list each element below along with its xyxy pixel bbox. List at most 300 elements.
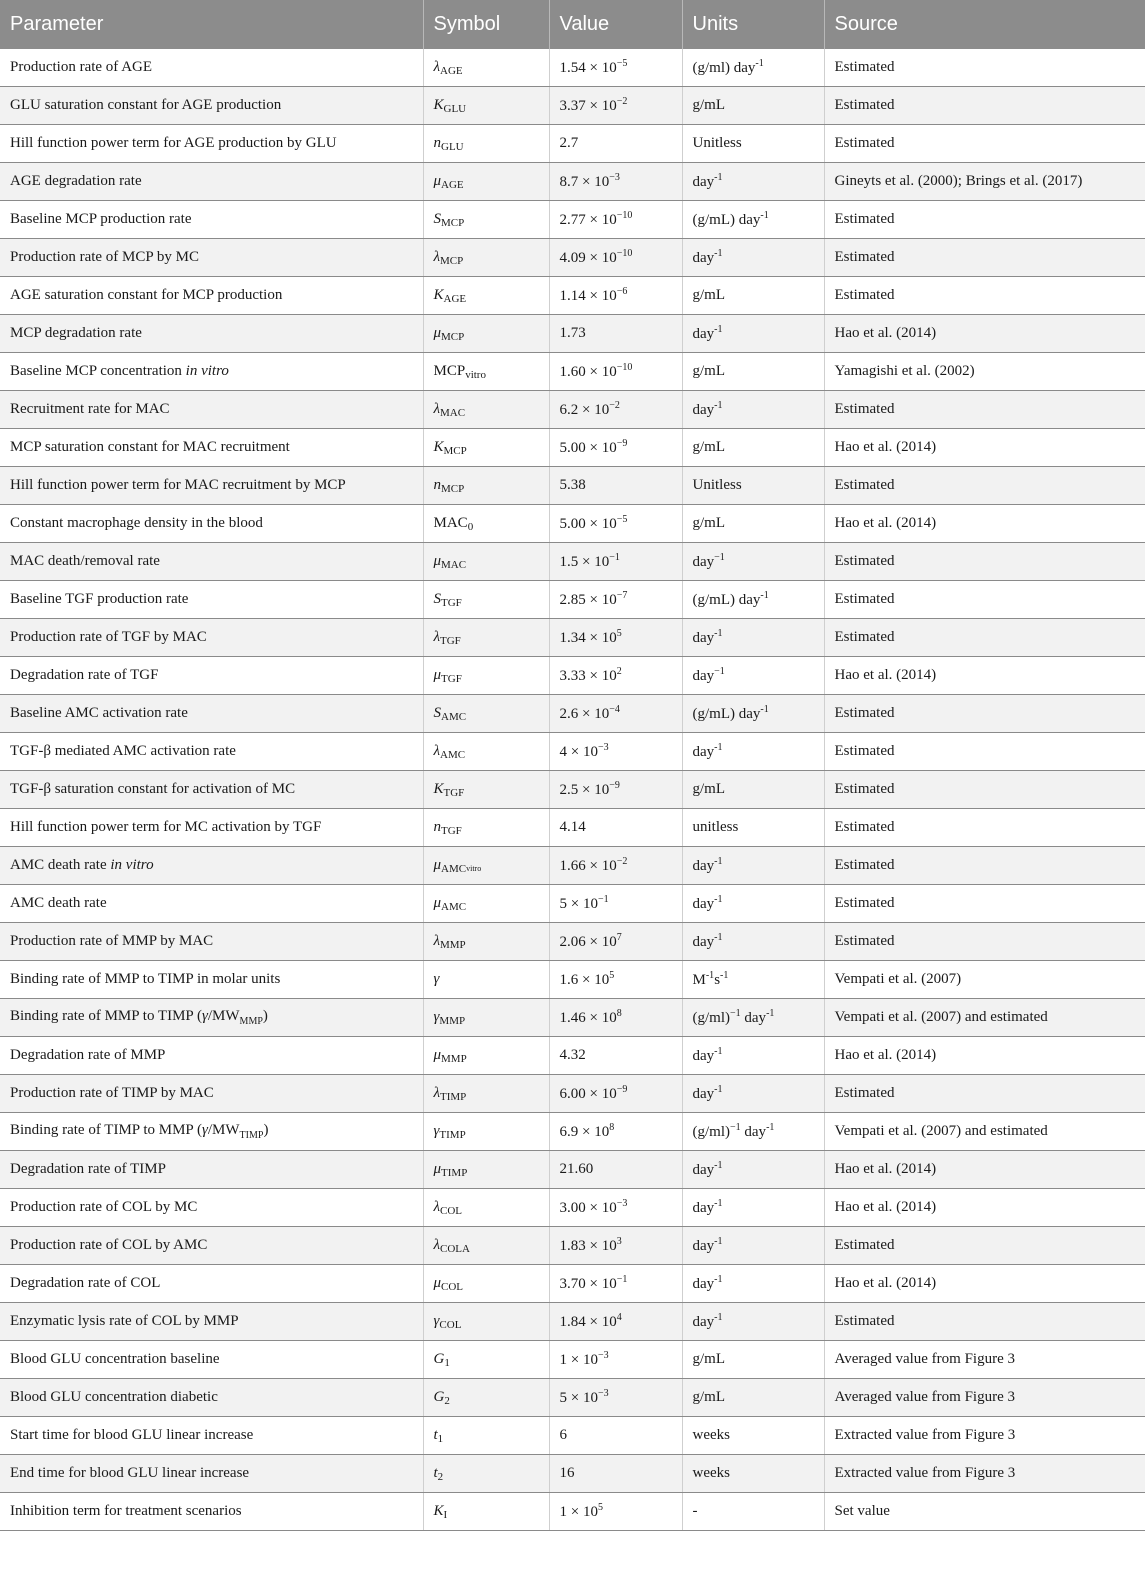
symbol-base: μ xyxy=(433,552,442,569)
cell-value xyxy=(549,505,682,543)
symbol-subscript: TIMP xyxy=(441,1166,468,1179)
cell-value xyxy=(549,391,682,429)
table-row xyxy=(0,1493,1145,1531)
cell-value xyxy=(549,771,682,809)
symbol-subscript: TGF xyxy=(440,634,461,647)
symbol xyxy=(434,249,464,265)
parameter-text: Blood GLU concentration baseline xyxy=(10,1351,220,1367)
cell-value xyxy=(549,961,682,999)
symbol-subscript: COL xyxy=(439,1318,462,1331)
table-row xyxy=(0,619,1145,657)
value-mantissa: 1.73 xyxy=(559,325,586,341)
cell-source: Estimated xyxy=(824,847,1145,885)
value-mantissa: 5 × 10 xyxy=(559,1390,598,1406)
header-units: Units xyxy=(682,0,824,49)
header-value: Value xyxy=(549,0,682,49)
cell-symbol xyxy=(423,1227,549,1265)
units-base: day xyxy=(692,1162,715,1178)
cell-units xyxy=(682,809,824,847)
units-exponent: −1 xyxy=(730,1008,741,1019)
symbol-base: γ xyxy=(433,1008,440,1025)
cell-symbol xyxy=(423,391,549,429)
parameter-end: ) xyxy=(263,1122,269,1138)
symbol-subscript: AGE xyxy=(443,292,467,305)
parameter-text: Enzymatic lysis rate of COL by MMP xyxy=(10,1313,239,1329)
table-row xyxy=(0,1189,1145,1227)
table-row xyxy=(0,1113,1145,1151)
symbol-subscript: AGE xyxy=(441,178,464,191)
value-exponent: −1 xyxy=(616,1274,628,1285)
units-base: day xyxy=(692,1314,715,1330)
parameter-symbol: γ xyxy=(201,1008,208,1024)
value-mantissa: 2.77 × 10 xyxy=(559,212,617,228)
cell-parameter xyxy=(0,1151,423,1189)
symbol xyxy=(434,629,461,645)
value-exponent: −9 xyxy=(609,780,620,791)
symbol xyxy=(434,1313,462,1329)
cell-parameter xyxy=(0,543,423,581)
cell-symbol xyxy=(423,277,549,315)
symbol-subscript: COL xyxy=(440,1204,462,1217)
cell-symbol xyxy=(423,581,549,619)
value-exponent: 7 xyxy=(616,932,622,943)
parameter-text: AGE saturation constant for MCP production xyxy=(10,287,283,303)
cell-units xyxy=(682,125,824,163)
units-exponent: -1 xyxy=(760,590,769,601)
symbol-subscript: MMP xyxy=(440,938,466,951)
cell-source: Hao et al. (2014) xyxy=(824,429,1145,467)
symbol-base: λ xyxy=(433,248,440,265)
units-exponent: −1 xyxy=(714,552,725,563)
table-row xyxy=(0,733,1145,771)
parameter-text: MAC death/removal rate xyxy=(10,553,160,569)
cell-source: Yamagishi et al. (2002) xyxy=(824,353,1145,391)
cell-symbol xyxy=(423,1379,549,1417)
cell-symbol xyxy=(423,467,549,505)
symbol xyxy=(434,1199,463,1215)
units-base: weeks xyxy=(692,1465,730,1481)
cell-units xyxy=(682,733,824,771)
table-row xyxy=(0,1151,1145,1189)
value-mantissa: 1.6 × 10 xyxy=(559,972,610,988)
value-mantissa: 1.84 × 10 xyxy=(559,1314,617,1330)
symbol xyxy=(434,781,465,797)
units-base: Unitless xyxy=(692,135,742,151)
cell-units xyxy=(682,1455,824,1493)
symbol xyxy=(434,1427,444,1443)
cell-units xyxy=(682,429,824,467)
value-mantissa: 1.66 × 10 xyxy=(559,858,617,874)
table-row xyxy=(0,961,1145,999)
symbol-base: K xyxy=(433,96,444,113)
symbol-subscript: MMP xyxy=(441,1052,467,1065)
symbol xyxy=(434,287,467,303)
symbol-base: S xyxy=(433,704,441,721)
cell-value xyxy=(549,163,682,201)
symbol xyxy=(434,553,467,569)
cell-source: Estimated xyxy=(824,543,1145,581)
symbol xyxy=(434,439,467,455)
value-exponent: −10 xyxy=(616,248,633,259)
symbol xyxy=(434,1389,450,1405)
cell-symbol xyxy=(423,49,549,87)
symbol xyxy=(434,667,462,683)
cell-parameter xyxy=(0,163,423,201)
value-mantissa: 1.34 × 10 xyxy=(559,630,617,646)
cell-value xyxy=(549,809,682,847)
symbol-subscript: COLA xyxy=(440,1242,470,1255)
cell-parameter xyxy=(0,1341,423,1379)
cell-parameter xyxy=(0,391,423,429)
parameter-text: Baseline MCP production rate xyxy=(10,211,192,227)
cell-symbol xyxy=(423,695,549,733)
cell-value xyxy=(549,315,682,353)
symbol-subscript: TIMP xyxy=(440,1090,467,1103)
cell-symbol xyxy=(423,1075,549,1113)
symbol-base: S xyxy=(433,210,441,227)
table-row xyxy=(0,1417,1145,1455)
cell-symbol xyxy=(423,1151,549,1189)
table-row xyxy=(0,353,1145,391)
units-exponent: -1 xyxy=(705,970,715,981)
symbol-subscript: AMC xyxy=(440,748,466,761)
symbol-subscript: I xyxy=(443,1508,448,1521)
symbol-base: μ xyxy=(433,1274,442,1291)
cell-parameter xyxy=(0,87,423,125)
units-second: day xyxy=(740,1124,767,1140)
cell-parameter xyxy=(0,581,423,619)
value-exponent: −3 xyxy=(609,172,620,183)
cell-symbol xyxy=(423,125,549,163)
cell-units xyxy=(682,163,824,201)
cell-value xyxy=(549,125,682,163)
symbol-base: n xyxy=(433,818,441,835)
cell-units xyxy=(682,1417,824,1455)
parameter-text: AGE degradation rate xyxy=(10,173,142,189)
cell-source: Hao et al. (2014) xyxy=(824,1037,1145,1075)
cell-symbol xyxy=(423,201,549,239)
units-base: g/mL xyxy=(692,1389,725,1405)
symbol-subscript: GLU xyxy=(443,102,467,115)
cell-value xyxy=(549,429,682,467)
parameter-sub: TIMP xyxy=(239,1130,264,1141)
units-exponent: -1 xyxy=(714,1046,723,1057)
table-row xyxy=(0,49,1145,87)
cell-source: Estimated xyxy=(824,239,1145,277)
cell-symbol xyxy=(423,353,549,391)
cell-units xyxy=(682,87,824,125)
parameter-text: Hill function power term for MC activation by TGF xyxy=(10,819,322,835)
symbol xyxy=(434,1237,470,1253)
value-mantissa: 5.38 xyxy=(559,477,586,493)
cell-units xyxy=(682,391,824,429)
value-exponent: −10 xyxy=(616,210,633,221)
table-row xyxy=(0,163,1145,201)
cell-source: Extracted value from Figure 3 xyxy=(824,1417,1145,1455)
value-exponent: −9 xyxy=(616,1084,628,1095)
cell-source: Hao et al. (2014) xyxy=(824,1265,1145,1303)
cell-source: Estimated xyxy=(824,619,1145,657)
cell-value xyxy=(549,1303,682,1341)
table-row xyxy=(0,467,1145,505)
cell-source: Averaged value from Figure 3 xyxy=(824,1341,1145,1379)
symbol-subscript: AMC xyxy=(441,862,467,875)
value-mantissa: 2.7 xyxy=(559,135,579,151)
cell-parameter xyxy=(0,1189,423,1227)
value-exponent: −4 xyxy=(609,704,620,715)
symbol xyxy=(434,895,467,911)
value-mantissa: 1.60 × 10 xyxy=(559,364,617,380)
cell-source: Hao et al. (2014) xyxy=(824,315,1145,353)
cell-source: Estimated xyxy=(824,125,1145,163)
parameter-text: Production rate of TIMP by MAC xyxy=(10,1085,214,1101)
symbol-subscript: MAC xyxy=(440,406,466,419)
parameter-text: TGF-β saturation constant for activation of MC xyxy=(10,781,296,797)
units-base: (g/ml) xyxy=(692,1010,730,1026)
parameter-text: MCP degradation rate xyxy=(10,325,142,341)
value-mantissa: 21.60 xyxy=(559,1161,594,1177)
value-mantissa: 1.54 × 10 xyxy=(559,60,617,76)
value-mantissa: 2.5 × 10 xyxy=(559,782,610,798)
units-base: (g/mL) day xyxy=(692,592,761,608)
symbol-base: λ xyxy=(433,742,440,759)
units-exponent: -1 xyxy=(714,1160,723,1171)
parameter-end: ) xyxy=(262,1008,268,1024)
table-row xyxy=(0,999,1145,1037)
symbol-base: μ xyxy=(433,894,442,911)
symbol-plain: MCP xyxy=(433,362,466,379)
cell-symbol xyxy=(423,809,549,847)
units-base: (g/mL) day xyxy=(692,706,761,722)
parameter-text: TGF-β mediated AMC activation rate xyxy=(10,743,236,759)
cell-symbol xyxy=(423,1417,549,1455)
symbol-base: μ xyxy=(433,1160,442,1177)
symbol-base: λ xyxy=(433,58,440,75)
units-base: (g/ml) xyxy=(692,1124,730,1140)
symbol-base: K xyxy=(433,780,444,797)
cell-source: Averaged value from Figure 3 xyxy=(824,1379,1145,1417)
symbol-base: K xyxy=(433,1502,444,1519)
symbol-subscript: MCP xyxy=(441,330,465,343)
units-base: (g/ml) day xyxy=(692,60,756,76)
symbol xyxy=(434,173,464,189)
cell-source: Vempati et al. (2007) xyxy=(824,961,1145,999)
parameter-text: Baseline TGF production rate xyxy=(10,591,189,607)
cell-source: Hao et al. (2014) xyxy=(824,657,1145,695)
cell-symbol xyxy=(423,961,549,999)
cell-parameter xyxy=(0,1303,423,1341)
symbol xyxy=(434,477,465,493)
cell-units xyxy=(682,1303,824,1341)
symbol-subscript: TGF xyxy=(441,824,462,837)
symbol-subscript: TGF xyxy=(441,596,462,609)
parameter-text: Degradation rate of TIMP xyxy=(10,1161,166,1177)
value-exponent: 5 xyxy=(597,1502,603,1513)
units-base: day xyxy=(692,326,715,342)
cell-units xyxy=(682,505,824,543)
parameter-text: Recruitment rate for MAC xyxy=(10,401,170,417)
symbol-subscript: 2 xyxy=(444,1394,450,1407)
cell-source: Estimated xyxy=(824,1303,1145,1341)
units-base: day xyxy=(692,1276,715,1292)
symbol-subscript: TIMP xyxy=(439,1128,466,1141)
value-mantissa: 1.83 × 10 xyxy=(559,1238,617,1254)
cell-parameter xyxy=(0,1075,423,1113)
symbol-subscript: 2 xyxy=(437,1470,444,1483)
cell-symbol xyxy=(423,87,549,125)
symbol-base: G xyxy=(433,1388,445,1405)
cell-parameter xyxy=(0,1265,423,1303)
symbol-subscript: MCP xyxy=(443,444,467,457)
symbol xyxy=(434,59,463,75)
value-exponent: 4 xyxy=(616,1312,622,1323)
cell-parameter xyxy=(0,1379,423,1417)
cell-value xyxy=(549,1189,682,1227)
header-symbol: Symbol xyxy=(423,0,549,49)
header-parameter: Parameter xyxy=(0,0,423,49)
cell-parameter xyxy=(0,1417,423,1455)
parameter-text: Baseline MCP concentration xyxy=(10,363,186,379)
units-exponent: -1 xyxy=(714,628,723,639)
parameter-text: Binding rate of TIMP to MMP ( xyxy=(10,1122,202,1138)
value-exponent: 8 xyxy=(609,1122,615,1133)
parameter-text: Production rate of AGE xyxy=(10,59,153,75)
value-mantissa: 1.46 × 10 xyxy=(559,1010,617,1026)
cell-symbol xyxy=(423,1493,549,1531)
value-exponent: 8 xyxy=(616,1008,622,1019)
parameter-after: /MW xyxy=(207,1008,240,1024)
symbol xyxy=(434,135,464,151)
symbol xyxy=(434,1275,464,1291)
value-mantissa: 16 xyxy=(559,1465,575,1481)
value-exponent: −1 xyxy=(597,894,609,905)
cell-units xyxy=(682,315,824,353)
cell-source: Hao et al. (2014) xyxy=(824,1189,1145,1227)
cell-units xyxy=(682,1379,824,1417)
cell-units xyxy=(682,467,824,505)
symbol-base: K xyxy=(433,286,444,303)
symbol xyxy=(434,1351,450,1367)
value-mantissa: 6.9 × 10 xyxy=(559,1124,610,1140)
value-mantissa: 3.00 × 10 xyxy=(559,1200,617,1216)
parameter-italic: in vitro xyxy=(185,363,229,379)
units-base: day xyxy=(692,934,715,950)
cell-parameter xyxy=(0,239,423,277)
value-mantissa: 4.14 xyxy=(559,819,586,835)
value-mantissa: 3.37 × 10 xyxy=(559,98,617,114)
cell-value xyxy=(549,695,682,733)
symbol xyxy=(434,743,466,759)
value-exponent: −10 xyxy=(616,362,633,373)
symbol xyxy=(434,857,482,873)
symbol-subsubscript: vitro xyxy=(466,863,482,873)
symbol-base: K xyxy=(433,438,444,455)
units-second-exponent: -1 xyxy=(766,1008,775,1019)
table-row xyxy=(0,505,1145,543)
value-mantissa: 5.00 × 10 xyxy=(559,516,617,532)
units-exponent: -1 xyxy=(760,704,769,715)
cell-units xyxy=(682,1227,824,1265)
parameter-text: Constant macrophage density in the blood xyxy=(10,515,263,531)
value-exponent: −6 xyxy=(616,286,628,297)
cell-parameter xyxy=(0,1227,423,1265)
cell-value xyxy=(549,1379,682,1417)
units-exponent: -1 xyxy=(714,324,723,335)
cell-units xyxy=(682,581,824,619)
cell-units xyxy=(682,1265,824,1303)
symbol-subscript: MCP xyxy=(440,254,464,267)
value-mantissa: 5 × 10 xyxy=(559,896,598,912)
cell-value xyxy=(549,733,682,771)
units-base: day xyxy=(692,250,715,266)
table-row xyxy=(0,429,1145,467)
units-base: g/mL xyxy=(692,287,725,303)
symbol-base: λ xyxy=(433,1084,440,1101)
parameter-text: Baseline AMC activation rate xyxy=(10,705,188,721)
symbol xyxy=(434,1085,467,1101)
units-base: day xyxy=(692,630,715,646)
table-row xyxy=(0,771,1145,809)
cell-value xyxy=(549,1341,682,1379)
value-exponent: 2 xyxy=(616,666,622,677)
parameter-text: Production rate of COL by MC xyxy=(10,1199,198,1215)
symbol xyxy=(434,363,486,379)
value-exponent: −5 xyxy=(616,58,628,69)
parameter-sub: MMP xyxy=(239,1016,263,1027)
cell-units xyxy=(682,1075,824,1113)
cell-symbol xyxy=(423,429,549,467)
units-base: day xyxy=(692,858,715,874)
cell-parameter xyxy=(0,1493,423,1531)
symbol-base: t xyxy=(433,1464,438,1481)
symbol-subscript: TGF xyxy=(443,786,465,799)
cell-value xyxy=(549,239,682,277)
units-second: day xyxy=(740,1010,767,1026)
cell-parameter xyxy=(0,505,423,543)
cell-parameter xyxy=(0,467,423,505)
table-row xyxy=(0,923,1145,961)
value-mantissa: 1 × 10 xyxy=(559,1504,598,1520)
cell-value xyxy=(549,87,682,125)
table-row xyxy=(0,543,1145,581)
symbol xyxy=(434,1465,444,1481)
cell-parameter xyxy=(0,1455,423,1493)
cell-parameter xyxy=(0,961,423,999)
cell-parameter xyxy=(0,277,423,315)
cell-symbol xyxy=(423,1265,549,1303)
cell-symbol xyxy=(423,999,549,1037)
parameter-symbol: γ xyxy=(201,1122,208,1138)
units-base: day xyxy=(692,668,715,684)
value-exponent: −3 xyxy=(597,1388,609,1399)
cell-units xyxy=(682,543,824,581)
cell-value xyxy=(549,581,682,619)
symbol-base: λ xyxy=(433,628,440,645)
cell-source: Hao et al. (2014) xyxy=(824,1151,1145,1189)
cell-source: Gineyts et al. (2000); Brings et al. (2017) xyxy=(824,163,1145,201)
cell-source: Set value xyxy=(824,1493,1145,1531)
cell-parameter xyxy=(0,999,423,1037)
cell-units xyxy=(682,1037,824,1075)
cell-parameter xyxy=(0,733,423,771)
header-source: Source xyxy=(824,0,1145,49)
cell-symbol xyxy=(423,1037,549,1075)
cell-symbol xyxy=(423,657,549,695)
table-row xyxy=(0,1075,1145,1113)
symbol-base: μ xyxy=(433,666,442,683)
cell-source: Extracted value from Figure 3 xyxy=(824,1455,1145,1493)
cell-symbol xyxy=(423,733,549,771)
